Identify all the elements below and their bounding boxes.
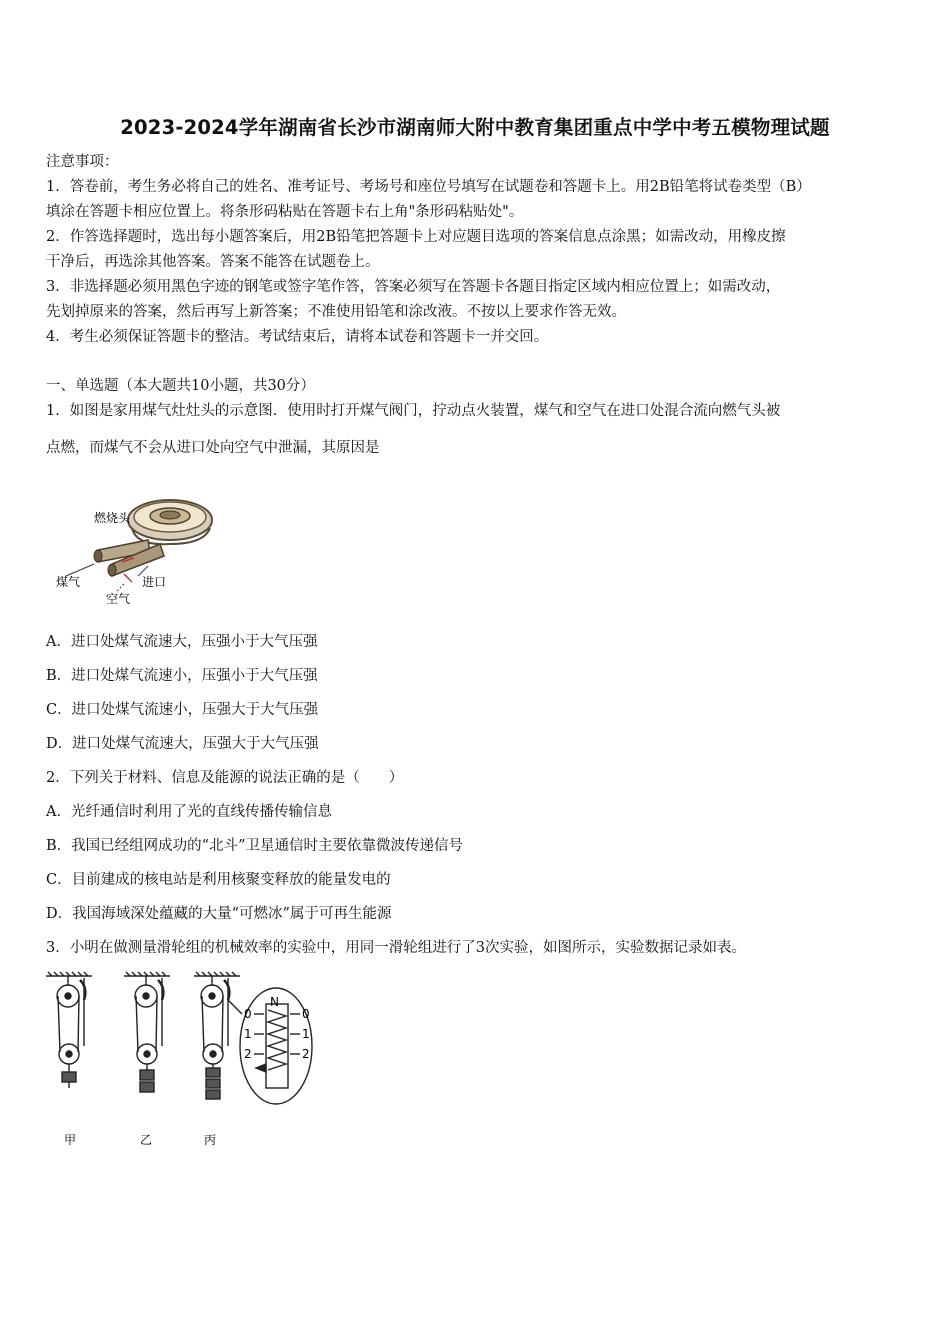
scale-1-left: 1 xyxy=(244,1027,252,1041)
question-3-stem: 3．小明在做测量滑轮组的机械效率的实验中，用同一滑轮组进行了3次实验，如图所示，实验数据记录如表。 xyxy=(46,940,746,956)
notice-line: 干净后，再选涂其他答案。答案不能答在试题卷上。 xyxy=(46,254,380,270)
scale-2-left: 2 xyxy=(244,1047,252,1061)
setup-b-label: 乙 xyxy=(140,1133,153,1147)
notice-heading: 注意事项： xyxy=(46,154,119,170)
inlet-label: 进口 xyxy=(142,575,167,589)
gas-burner-figure xyxy=(52,484,222,608)
notice-line: 填涂在答题卡相应位置上。将条形码粘贴在答题卡右上角"条形码粘贴处"。 xyxy=(46,204,524,220)
question-2-option-c: C．目前建成的核电站是利用核聚变释放的能量发电的 xyxy=(46,872,391,888)
question-2-option-d: D．我国海域深处蕴藏的大量“可燃冰”属于可再生能源 xyxy=(46,906,392,922)
scale-0-right: 0 xyxy=(302,1007,310,1021)
burner-label: 燃烧头 xyxy=(94,511,131,525)
scale-1-right: 1 xyxy=(302,1027,310,1041)
newton-label: N xyxy=(270,995,279,1009)
question-2-option-b: B．我国已经组网成功的“北斗”卫星通信时主要依靠微波传递信号 xyxy=(46,838,463,854)
question-1-option-a: A．进口处煤气流速大，压强小于大气压强 xyxy=(46,634,318,650)
question-2-stem: 2．下列关于材料、信息及能源的说法正确的是（ ） xyxy=(46,770,404,786)
question-1-option-b: B．进口处煤气流速小，压强小于大气压强 xyxy=(46,668,318,684)
setup-a-label: 甲 xyxy=(64,1133,77,1147)
notice-line: 4．考生必须保证答题卡的整洁。考试结束后，请将本试卷和答题卡一并交回。 xyxy=(46,329,549,345)
notice-line: 先划掉原来的答案，然后再写上新答案；不准使用铅笔和涂改液。不按以上要求作答无效。 xyxy=(46,304,626,320)
question-1-option-d: D．进口处煤气流速大，压强大于大气压强 xyxy=(46,736,319,752)
question-1-stem: 点燃，而煤气不会从进口处向空气中泄漏，其原因是 xyxy=(46,440,380,456)
question-1-option-c: C．进口处煤气流速小，压强大于大气压强 xyxy=(46,702,319,718)
scale-0-left: 0 xyxy=(244,1007,252,1021)
notice-line: 2．作答选择题时，选出每小题答案后，用2B铅笔把答题卡上对应题目选项的答案信息点涂黑；如需改动，用橡皮擦 xyxy=(46,229,786,245)
gas-label: 煤气 xyxy=(56,575,81,589)
question-1-stem: 1．如图是家用煤气灶灶头的示意图．使用时打开煤气阀门，拧动点火装置，煤气和空气在进口处混合流向燃气头被 xyxy=(46,403,781,419)
question-2-option-a: A．光纤通信时利用了光的直线传播传输信息 xyxy=(46,804,332,820)
scale-2-right: 2 xyxy=(302,1047,310,1061)
pulley-figure xyxy=(42,970,322,1152)
notice-line: 1．答卷前，考生务必将自己的姓名、准考证号、考场号和座位号填写在试题卷和答题卡上。用2B铅笔将试卷类型（B） xyxy=(46,179,811,195)
setup-c-label: 丙 xyxy=(204,1133,217,1147)
air-label: 空气 xyxy=(106,592,131,606)
notice-line: 3．非选择题必须用黑色字迹的钢笔或签字笔作答，答案必须写在答题卡各题目指定区域内相应位置上；如需改动， xyxy=(46,279,781,295)
page-title: 2023-2024学年湖南省长沙市湖南师大附中教育集团重点中学中考五模物理试题 xyxy=(120,116,830,139)
section-heading: 一、单选题（本大题共10小题，共30分） xyxy=(46,378,315,394)
